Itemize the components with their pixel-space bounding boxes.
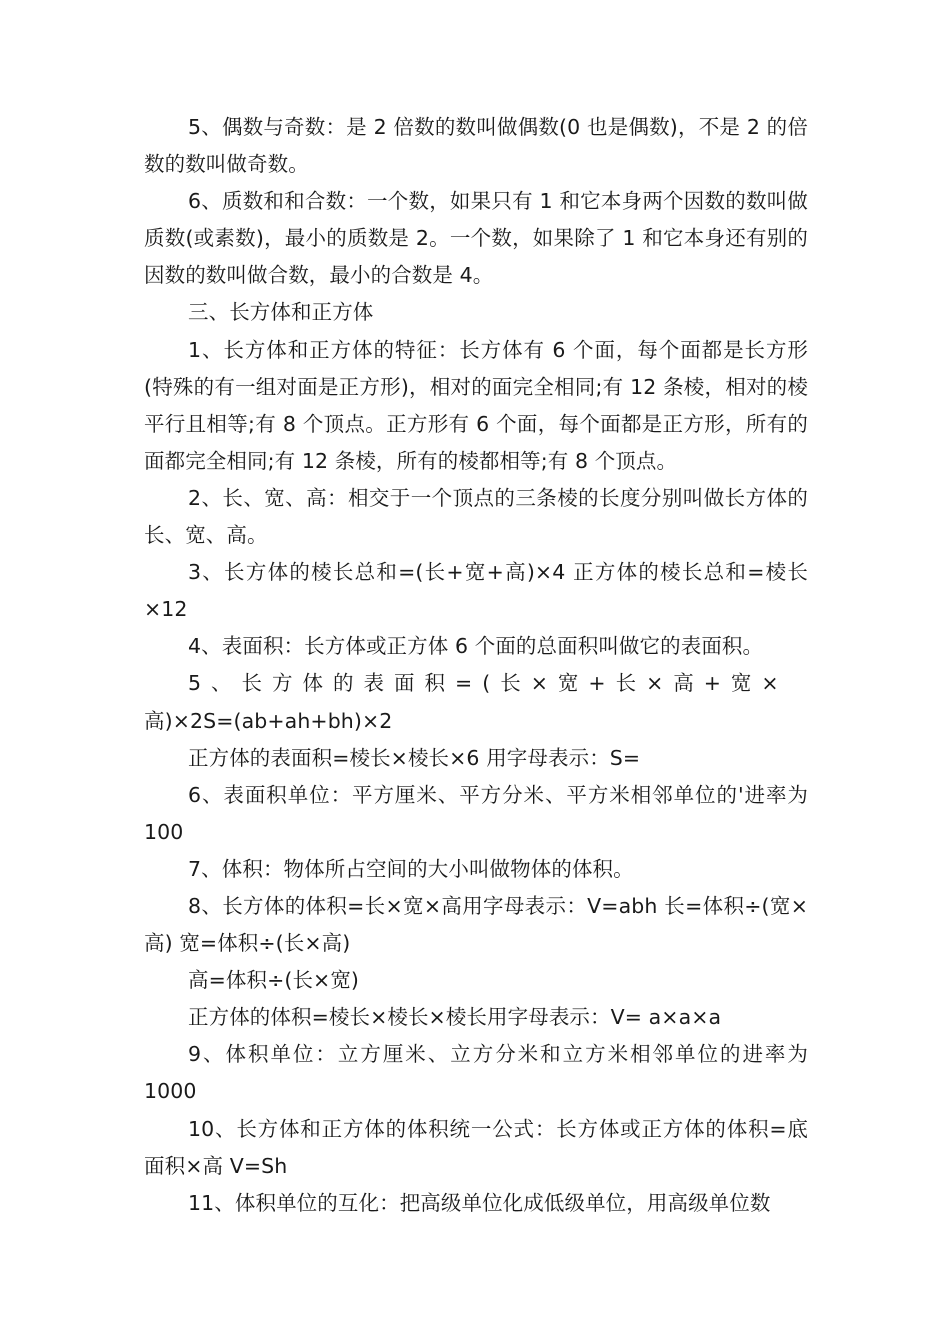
paragraph-length-width-height: 2、长、宽、高：相交于一个顶点的三条棱的长度分别叫做长方体的长、宽、高。 <box>144 485 808 548</box>
paragraph-even-odd: 5、偶数与奇数：是 2 倍数的数叫做偶数(0 也是偶数)，不是 2 的倍数的数叫做奇数。 <box>144 115 808 177</box>
paragraph-surface-area-definition: 4、表面积：长方体或正方体 6 个面的总面积叫做它的表面积。 <box>188 634 764 659</box>
paragraph-volume-definition: 7、体积：物体所占空间的大小叫做物体的体积。 <box>188 856 634 881</box>
paragraph-prime-composite: 6、质数和和合数：一个数，如果只有 1 和它本身两个因数的数叫做质数(或素数)，最小的质数是 2。一个数，如果除了 1 和它本身还有别的因数的数叫做合数，最小的合数是 4。 <box>144 189 808 288</box>
surface-area-formula-continuation: 高)×2S=(ab+ah+bh)×2 <box>144 708 393 733</box>
document-body <box>144 109 808 1222</box>
paragraph-volume-unit-conversion: 11、体积单位的互化：把高级单位化成低级单位，用高级单位数 <box>188 1190 771 1215</box>
section-heading-cuboid-cube: 三、长方体和正方体 <box>188 300 374 325</box>
paragraph-cuboid-volume: 8、长方体的体积=长×宽×高用字母表示：V=abh 长=体积÷(宽×高) 宽=体积÷(长×高) <box>144 893 808 956</box>
paragraph-volume-units: 9、体积单位：立方厘米、立方分米和立方米相邻单位的进率为 1000 <box>144 1042 808 1104</box>
surface-area-formula-first-line: 5、长方体的表面积=(长×宽+长×高+宽× <box>188 671 789 696</box>
paragraph-cuboid-features: 1、长方体和正方体的特征：长方体有 6 个面，每个面都是长方形(特殊的有一组对面是正方形)，相对的面完全相同;有 12 条棱，相对的棱平行且相等;有 8 个顶点。正方形有 6 个面，每个面都是正方形，所有的面都完全相同;有 12 条棱，所有的棱都相等;有 8 个顶点。 <box>144 337 808 473</box>
paragraph-cuboid-surface-area <box>144 665 808 739</box>
paragraph-surface-area-units: 6、表面积单位：平方厘米、平方分米、平方米相邻单位的'进率为 100 <box>144 782 808 844</box>
paragraph-unified-volume-formula: 10、长方体和正方体的体积统一公式：长方体或正方体的体积=底面积×高 V=Sh <box>144 1116 808 1178</box>
paragraph-edge-sum: 3、长方体的棱长总和=(长+宽+高)×4 正方体的棱长总和=棱长×12 <box>144 560 808 622</box>
paragraph-height-formula: 高=体积÷(长×宽) <box>188 968 360 993</box>
paragraph-cube-surface-area: 正方体的表面积=棱长×棱长×6 用字母表示：S= <box>188 745 641 770</box>
paragraph-cube-volume: 正方体的体积=棱长×棱长×棱长用字母表示：V= a×a×a <box>188 1005 722 1030</box>
